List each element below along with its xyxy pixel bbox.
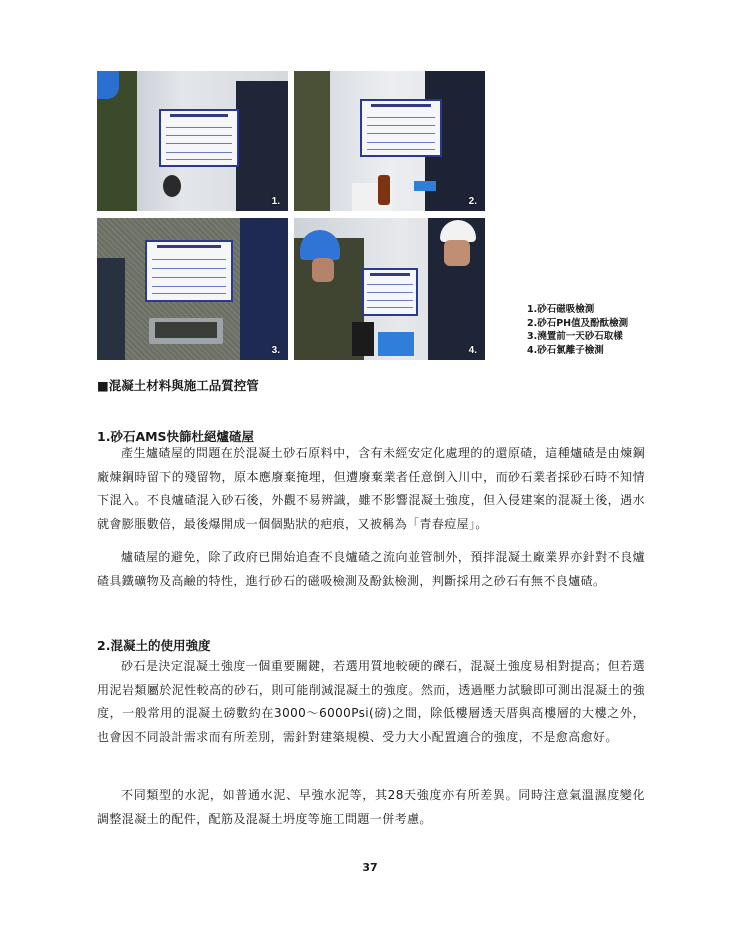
photo-2 xyxy=(294,71,485,211)
photo-4 xyxy=(294,218,485,360)
caption-2: 2.砂石PH值及酚酞檢測 xyxy=(527,317,629,329)
section-title: ■混凝土材料與施工品質控管 xyxy=(97,378,259,393)
caption-4: 4.砂石氯離子檢測 xyxy=(527,344,604,356)
photo-1 xyxy=(97,71,288,211)
photo-3-label: 3. xyxy=(271,345,280,356)
photo-4-label: 4. xyxy=(468,345,477,356)
paragraph-1: 產生爐碴屋的問題在於混凝土砂石原料中，含有未經安定化處理的的還原碴，這種爐碴是由煉鋼廠煉鋼時留下的殘留物，原本應廢棄掩埋，但遭廢棄業者任意倒入川中，而砂石業者採砂石時不知情下混入。不良爐碴混入砂石後，外觀不易辨識，雖不影響混凝土強度，但入侵建案的混凝土後，遇水就會膨脹數倍，最後爆開成一個個點狀的疤痕，又被稱為「青春痘屋」。 xyxy=(97,446,645,531)
caption-3: 3.澆置前一天砂石取樣 xyxy=(527,331,623,342)
subsection-1-title: 1.砂石AMS快篩杜絕爐碴屋 xyxy=(97,429,255,444)
photo-3 xyxy=(97,218,288,360)
paragraph-3: 砂石是決定混凝土強度一個重要關鍵，若選用質地較硬的礫石，混凝土強度易相對提高；但若選用泥岩類屬於泥性較高的砂石，則可能削減混凝土的強度。然而，透過壓力試驗即可測出混凝土的強度，一般常用的混凝土磅數約在3000～6000Psi(磅)之間，除低樓層透天厝與高樓層的大樓之外，也會因不同設計需求而有所差別，需針對建築規模、受力大小配置適合的強度，不是愈高愈好。 xyxy=(97,659,645,744)
subsection-2-title: 2.混凝土的使用強度 xyxy=(97,638,211,653)
paragraph-2: 爐碴屋的避免，除了政府已開始追查不良爐碴之流向並管制外，預拌混凝土廠業界亦針對不良爐碴具鐵礦物及高鹼的特性，進行砂石的磁吸檢測及酚鈦檢測，判斷採用之砂石有無不良爐碴。 xyxy=(97,550,645,588)
photo-captions xyxy=(527,303,628,357)
caption-1: 1.砂石磁吸檢測 xyxy=(527,304,595,315)
photo-1-label: 1. xyxy=(271,196,280,207)
photo-2-label: 2. xyxy=(468,196,477,207)
paragraph-4: 不同類型的水泥，如普通水泥、早強水泥等，其28天強度亦有所差異。同時注意氣溫濕度變化調整混凝土的配件，配筋及混凝土坍度等施工問題一併考慮。 xyxy=(97,788,645,826)
page-number: 37 xyxy=(362,861,378,874)
